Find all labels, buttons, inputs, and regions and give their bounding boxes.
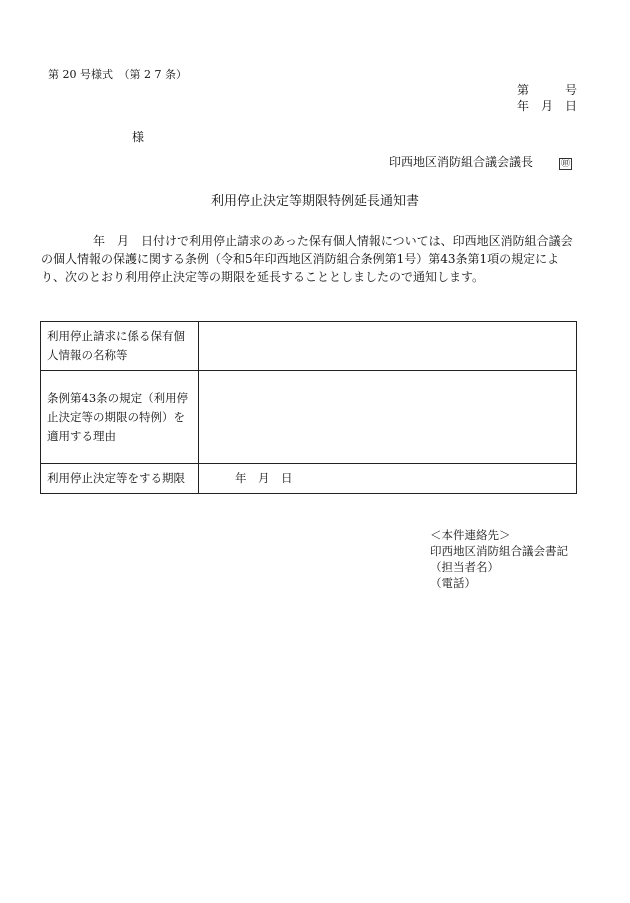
row-label-info-name: 利用停止請求に係る保有個人情報の名称等 bbox=[41, 322, 199, 371]
row-label-deadline: 利用停止決定等をする期限 bbox=[41, 464, 199, 494]
table-row bbox=[41, 371, 577, 464]
contact-phone: （電話） bbox=[430, 576, 476, 590]
form-number: 第 20 号様式 （第 2 7 条） bbox=[48, 68, 187, 81]
addressee-honorific: 様 bbox=[132, 130, 145, 144]
row-value-info-name bbox=[199, 322, 577, 371]
table-row bbox=[41, 322, 577, 371]
issuer-block bbox=[389, 153, 572, 170]
notice-body: 年 月 日付けで利用停止請求のあった保有個人情報については、印西地区消防組合議会の個人情報の保護に関する条例（令和5年印西地区消防組合条例第1号）第43条第1項の規定により、次のとおり利用停止決定等の期限を延長することとしましたので通知します。 bbox=[41, 234, 573, 284]
row-label-reason: 条例第43条の規定（利用停止決定等の期限の特例）を適用する理由 bbox=[41, 371, 199, 464]
info-table bbox=[40, 321, 577, 494]
document-title: 利用停止決定等期限特例延長通知書 bbox=[210, 194, 419, 209]
contact-block bbox=[430, 527, 568, 591]
seal-mark: ㊞ bbox=[560, 159, 570, 169]
table-row bbox=[41, 464, 577, 494]
document-date-line: 年 月 日 bbox=[516, 99, 577, 113]
contact-office: 印西地区消防組合議会書記 bbox=[430, 544, 568, 558]
issuer-name: 印西地区消防組合議会議長 bbox=[388, 155, 533, 169]
row-value-reason bbox=[199, 371, 577, 464]
document-number-line: 第 号 bbox=[516, 83, 577, 97]
contact-person: （担当者名） bbox=[430, 560, 499, 574]
contact-heading: ＜本件連絡先＞ bbox=[430, 528, 511, 542]
row-value-deadline: 年 月 日 bbox=[199, 464, 577, 494]
